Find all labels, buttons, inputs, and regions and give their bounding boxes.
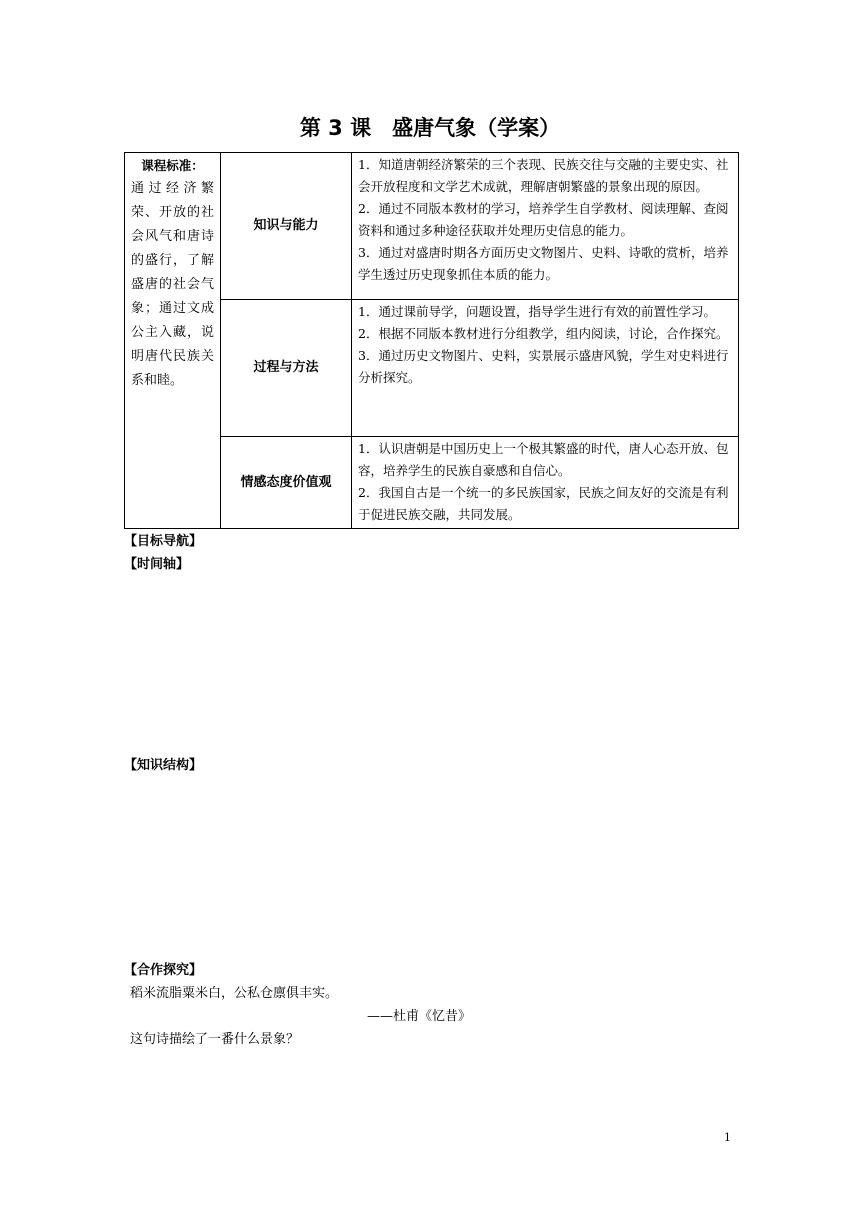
dimension-attitude: 情感态度价值观 — [221, 437, 352, 529]
goals-knowledge — [352, 153, 739, 300]
section-timeline: 【时间轴】 — [124, 557, 190, 572]
poem-attribution: ——杜甫《忆昔》 — [367, 1009, 472, 1024]
goal-item: 1．通过课前导学，问题设置，指导学生进行有效的前置性学习。 — [358, 304, 716, 319]
course-standard-text: 通过经济繁荣、开放的社会风气和唐诗的盛行，了解盛唐的社会气象；通过文成公主入藏，说明唐代民族关系和睦。 — [131, 181, 214, 388]
dimension-process: 过程与方法 — [221, 300, 352, 437]
goal-item: 2．根据不同版本教材进行分组教学，组内阅读，讨论，合作探究。 — [358, 326, 729, 341]
dimension-knowledge: 知识与能力 — [221, 153, 352, 300]
page-number: 1 — [724, 1131, 731, 1144]
section-cooperative-inquiry: 【合作探究】 — [124, 963, 203, 978]
course-standard-label: 课程标准： — [141, 158, 204, 173]
goal-item: 1．认识唐朝是中国历史上一个极其繁盛的时代，唐人心态开放、包容，培养学生的民族自豪感和自信心。 — [358, 441, 729, 478]
goal-item: 3．通过对盛唐时期各方面历史文物图片、史料、诗歌的赏析，培养学生透过历史现象抓住本质的能力。 — [358, 245, 729, 282]
goal-item: 2．通过不同版本教材的学习，培养学生自学教材、阅读理解、查阅资料和通过多种途径获取并处理历史信息的能力。 — [358, 201, 729, 238]
page-title: 第 3 课 盛唐气象（学案） — [299, 116, 561, 140]
section-goal-nav: 【目标导航】 — [124, 534, 203, 549]
goal-item: 1．知道唐朝经济繁荣的三个表现、民族交往与交融的主要史实、社会开放程度和文学艺术成就，理解唐朝繁盛的景象出现的原因。 — [358, 157, 729, 194]
objectives-table — [124, 152, 739, 529]
inquiry-question: 这句诗描绘了一番什么景象？ — [130, 1032, 300, 1047]
course-standard-cell — [125, 153, 221, 529]
goals-process — [352, 300, 739, 437]
goals-attitude — [352, 437, 739, 529]
table-row — [125, 153, 739, 300]
goal-item: 2．我国自古是一个统一的多民族国家，民族之间友好的交流是有利于促进民族交融，共同发展。 — [358, 485, 729, 522]
goal-item: 3．通过历史文物图片、史料，实景展示盛唐风貌，学生对史料进行分析探究。 — [358, 348, 729, 385]
poem-line: 稻米流脂粟米白，公私仓廪俱丰实。 — [130, 986, 339, 1001]
section-knowledge-structure: 【知识结构】 — [124, 758, 203, 773]
